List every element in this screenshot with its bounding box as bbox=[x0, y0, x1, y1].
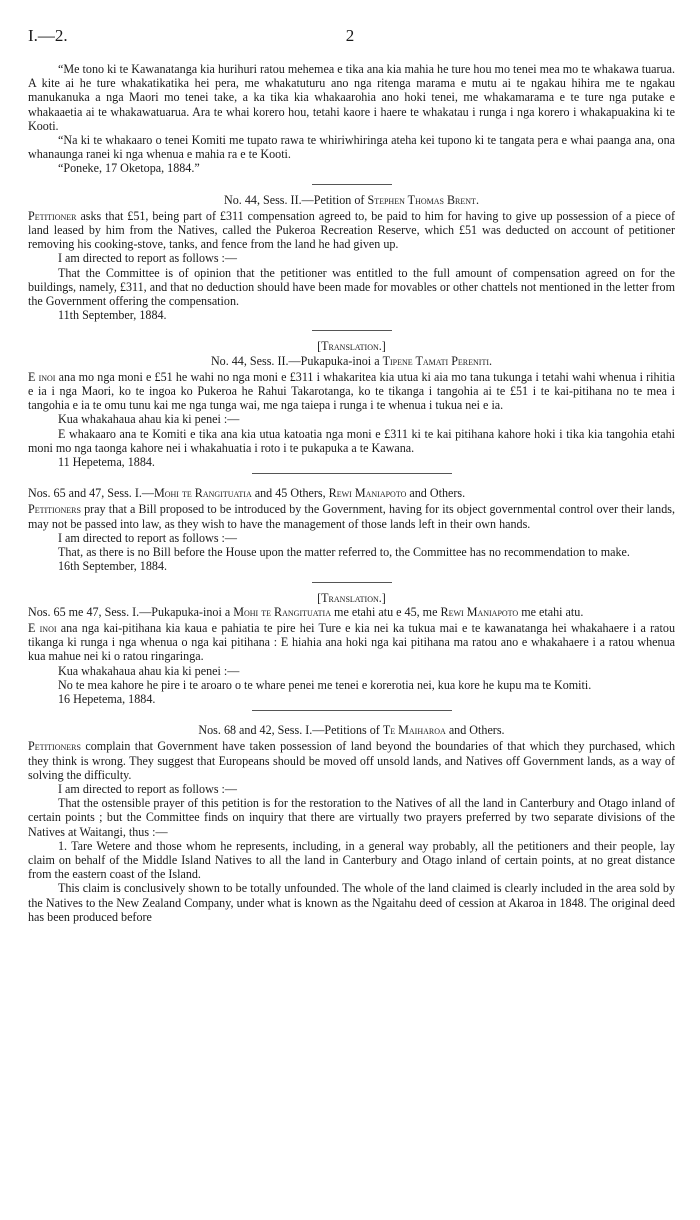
heading-prefix: No. 44, Sess. II.—Petition of bbox=[224, 192, 365, 207]
committee-report: That the ostensible prayer of this petition is for the restoration to the Natives of all the land in Canterbury and Otago inland of certain points ; but the Committee finds on inquiry that there are virtually two prayers preferred by two separate divisions of the Natives at Waitangi, thus :— bbox=[28, 796, 675, 839]
petition-summary bbox=[28, 621, 675, 664]
translation-label bbox=[28, 339, 675, 353]
page-header bbox=[28, 26, 672, 48]
summary-text: complain that Government have taken possession of land beyond the boundaries of that which they purchased, which they think is wrong. They suggest that Europeans should be moved off unsold lands, and Natives off Government lands, as a way of solving the difficulty. bbox=[28, 739, 675, 782]
section-divider bbox=[312, 582, 392, 583]
summary-text: ana mo nga moni e £51 he wahi no nga moni e £311 i whakaritea kia utua ki aia mo tana tukunga i tetahi wahi whenua i rihitia e ia i nga Maori, ko te ingoa ko Pukeroa he Rahui Takarotanga, ko te tikanga i tangohia ai te £51 i te kai-pitihana no te mea i tangohia e ia te omu tunu kai me nga tunga wai, me nga taiepa i runga i te whenua i tukua nei e ia. bbox=[28, 369, 676, 413]
translation-text: [Translation.] bbox=[317, 590, 386, 605]
petition-heading bbox=[28, 723, 675, 737]
committee-report: E whakaaro ana te Komiti e tika ana kia utua katoatia nga moni e £311 ki te kai pitihana kahore hoki i tika kia tangohia etahi moni mo nga taonga kahore nei i whakahuatia i roto i te pukapuka a te Kawana. bbox=[28, 426, 675, 455]
heading-prefix: No. 44, Sess. II.—Pukapuka-inoi a bbox=[210, 353, 380, 368]
summary-lead: Petitioner bbox=[28, 208, 77, 223]
summary-text: ana nga kai-pitihana kia kaua e pahiatia te pire hei Ture e kia nei ka tukua mai e te kawanatanga hei whakahaere i a ratou tikanga ki runga i nga whenua o nga kai pitihana : E hiahia ana hoki nga kai pitihana ma ratou ano e whakahaere i a ratou whenua kua mahue nei ki o ratou ringaringa. bbox=[28, 620, 675, 664]
intro-date: “Poneke, 17 Oketopa, 1884.” bbox=[58, 161, 200, 176]
report-date: 16th September, 1884. bbox=[58, 559, 168, 574]
section-divider bbox=[312, 184, 392, 185]
petitioner-name: Stephen Thomas Brent. bbox=[367, 192, 479, 207]
section-divider bbox=[312, 330, 392, 331]
petition-heading bbox=[28, 605, 675, 619]
intro-paragraph: “Na ki te whakaaro o tenei Komiti me tupato rawa te whiriwhiringa ateha kei tupono ki te tangata pera e whai paanga ana, ona whanaunga ranei ki nga whenua e mahia ra e te Kooti. bbox=[28, 133, 675, 162]
petition-heading bbox=[28, 486, 675, 500]
summary-text: pray that a Bill proposed to be introduced by the Government, having for its object governmental control over their lands, may not be passed into law, as they wish to have the management of those lands left in their own hands. bbox=[28, 502, 675, 531]
petition-heading bbox=[28, 193, 675, 207]
committee-report: 1. Tare Wetere and those whom he represents, including, in a general way probably, all the petitioners and their people, lay claim on behalf of the Middle Island Natives to all the land in Canterbury and Otago inland of certain points, at no great distance from the eastern coast of the Island. bbox=[28, 838, 675, 882]
committee-report: That the Committee is of opinion that the petitioner was entitled to the full amount of compensation agreed on for the buildings, namely, £311, and that no deduction should have been made for movables or other chattels not mentioned in the letter from the Government offering the compensation. bbox=[28, 265, 675, 309]
petition-summary bbox=[28, 739, 675, 782]
page-number: 2 bbox=[345, 26, 355, 45]
summary-lead: Petitioners bbox=[28, 739, 81, 754]
petitioner-name: Tipene Tamati Pereniti. bbox=[382, 353, 493, 368]
petitioner-name: Mohi te Rangituatia bbox=[153, 486, 252, 501]
heading-prefix: Nos. 65 me 47, Sess. I.—Pukapuka-inoi a bbox=[28, 604, 231, 619]
page-body bbox=[28, 62, 675, 924]
directed-line: I am directed to report as follows :— bbox=[58, 781, 238, 796]
directed-line: Kua whakahaua ahau kia ki penei :— bbox=[58, 412, 240, 427]
translation-label bbox=[28, 591, 675, 605]
report-date: 11th September, 1884. bbox=[58, 308, 167, 323]
committee-report: No te mea kahore he pire i te aroaro o te whare penei me tenei e korerotia nei, kua kore he kupu ma te Komiti. bbox=[58, 677, 592, 692]
petition-summary bbox=[28, 209, 675, 252]
report-date: 11 Hepetema, 1884. bbox=[58, 455, 155, 470]
committee-report: That, as there is no Bill before the House upon the matter referred to, the Committee has no recommendation to make. bbox=[58, 545, 630, 560]
heading-suffix: me etahi atu. bbox=[521, 604, 584, 619]
petitioner-name: Te Maiharoa bbox=[382, 723, 446, 738]
petition-summary bbox=[28, 502, 675, 530]
translation-text: [Translation.] bbox=[317, 339, 386, 354]
directed-line: I am directed to report as follows :— bbox=[58, 530, 238, 545]
petition-summary bbox=[28, 370, 675, 413]
petitioner-name: Rewi Maniapoto bbox=[328, 486, 407, 501]
intro-paragraph: “Me tono ki te Kawanatanga kia hurihuri ratou mehemea e tika ana kia mahia he ture hou mo tenei mea mo te whakawa tuarua. A kite ai he ture whakatikatika hei pera, me whakatuturu ano nga ritenga marama e mutu ai te ngakau hihira me te ngakau manukanuka a nga Maori mo tenei take, a ka tika kia whakaarohia ano hoki tenei, me whakamarama e te ture nga putake e whakaaetia ai te whakawatuarua. Ara te whai korero hou, tetahi kaore i haere te whakatau i runga i nga korero i whakapuakina ki te Kooti. bbox=[28, 62, 675, 133]
heading-middle: and 45 Others, bbox=[254, 486, 326, 501]
summary-lead: Petitioners bbox=[28, 502, 81, 517]
petition-heading bbox=[28, 354, 675, 368]
heading-prefix: Nos. 68 and 42, Sess. I.—Petitions of bbox=[198, 723, 380, 738]
section-divider bbox=[252, 473, 452, 474]
petitioner-name: Rewi Maniapoto bbox=[440, 604, 519, 619]
summary-text: asks that £51, being part of £311 compensation agreed to, be paid to him for having to give up possession of a piece of land leased by him from the Natives, called the Pukeroa Recreation Reserve, which £51 was deducted on account of petitioner removing his cooking-stove, tanks, and fence from the land he had given up. bbox=[28, 208, 675, 252]
petitioner-name: Mohi te Rangituatia bbox=[233, 604, 331, 619]
directed-line: Kua whakahaua ahau kia ki penei :— bbox=[58, 663, 240, 678]
section-divider bbox=[252, 710, 452, 711]
directed-line: I am directed to report as follows :— bbox=[58, 251, 238, 266]
heading-suffix: and Others. bbox=[448, 723, 505, 738]
summary-lead: E inoi bbox=[28, 369, 56, 384]
heading-prefix: Nos. 65 and 47, Sess. I.— bbox=[28, 486, 154, 501]
heading-suffix: and Others. bbox=[409, 486, 466, 501]
report-date: 16 Hepetema, 1884. bbox=[58, 691, 156, 706]
committee-report: This claim is conclusively shown to be totally unfounded. The whole of the land claimed is clearly included in the area sold by the Natives to the New Zealand Company, under what is known as the Ngaitahu deed of cession at Akaroa in 1848. The original deed has been produced before bbox=[28, 881, 675, 924]
heading-middle: me etahi atu e 45, me bbox=[334, 604, 438, 619]
document-reference: I.—2. bbox=[28, 26, 68, 45]
summary-lead: E inoi bbox=[28, 620, 57, 635]
